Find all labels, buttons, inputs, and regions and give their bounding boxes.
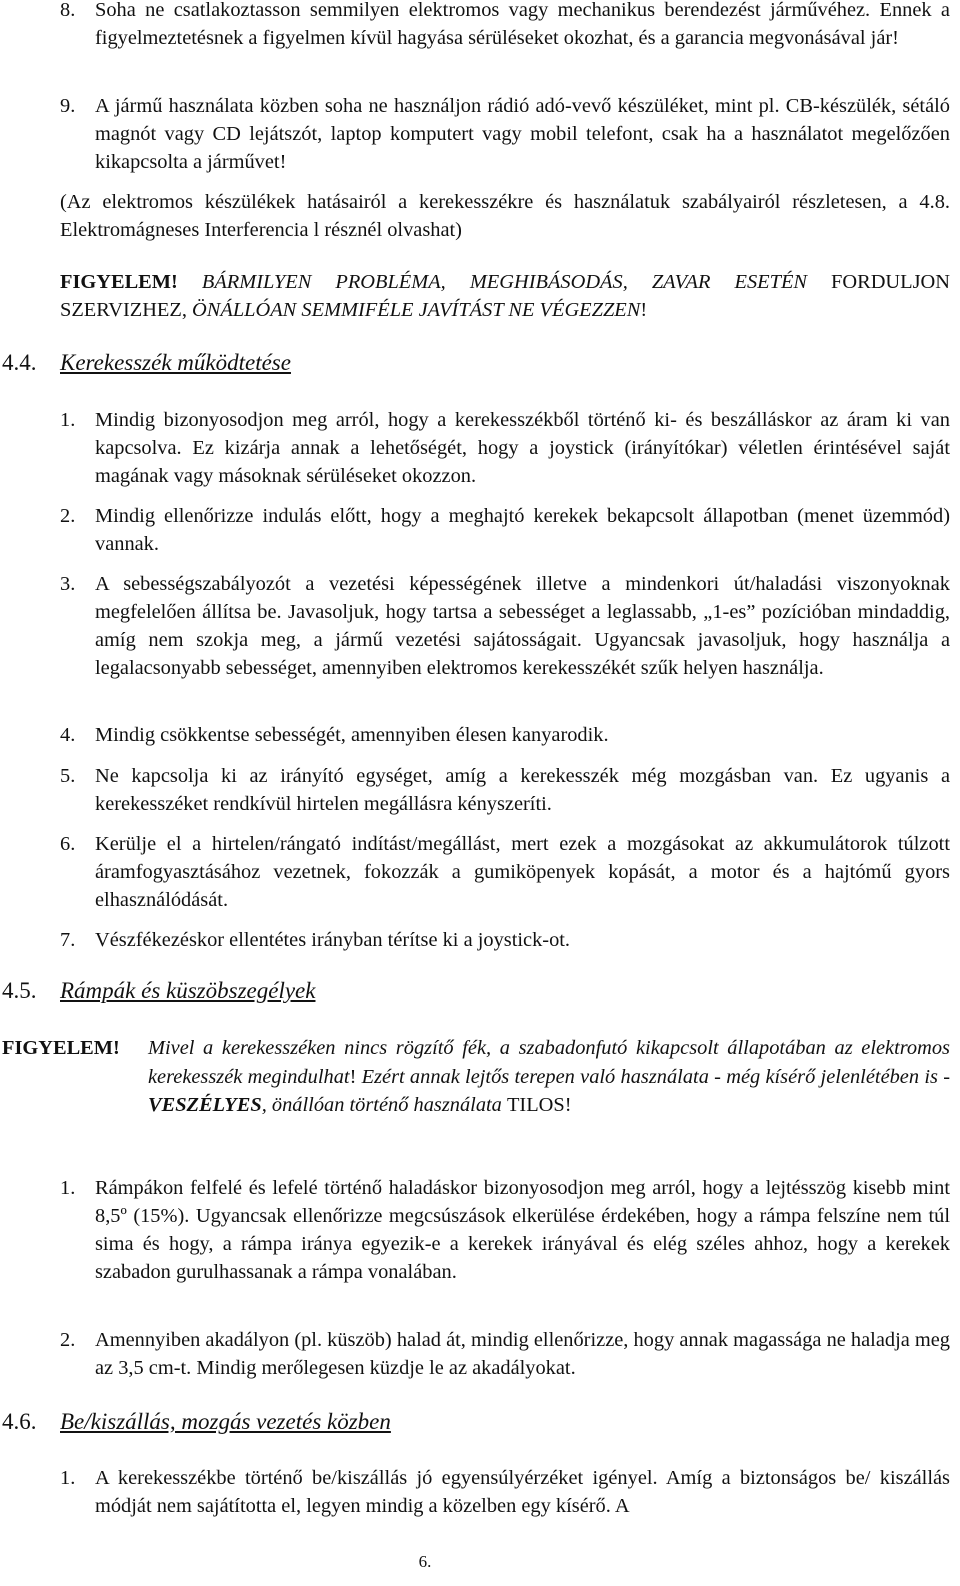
warning-text-part: ! xyxy=(349,1065,362,1088)
list-item xyxy=(60,1174,950,1286)
section-heading xyxy=(2,348,291,378)
list-item-text: Vészfékezéskor ellentétes irányban térítse ki a joystick-ot. xyxy=(95,929,571,951)
list-item-text: Mindig csökkentse sebességét, amennyiben élesen kanyarodik. xyxy=(95,724,609,746)
warning-text: BÁRMILYEN PROBLÉMA, MEGHIBÁSODÁS, ZAVAR ESETÉN xyxy=(177,271,832,293)
warning-text-part: , önállóan történő használata xyxy=(261,1094,507,1116)
warning-text-part: ! xyxy=(564,1094,572,1116)
warning-emphasis: VESZÉLYES xyxy=(148,1094,262,1116)
warning-paragraph xyxy=(60,268,950,324)
list-item xyxy=(60,0,950,52)
list-item-number: 2. xyxy=(60,505,76,527)
list-item-number: 6. xyxy=(60,833,76,855)
list-item xyxy=(60,502,950,558)
list-item-text: A jármű használata közben soha ne használjon rádió adó-vevő készüléket, mint pl. CB-készülék, sétáló magnót vagy CD lejátszót, laptop komputert vagy mobil telefont, csak ha a használatot megelőzően kikapcsolta a járművet! xyxy=(95,95,950,173)
list-item-number: 7. xyxy=(60,929,76,951)
section-title: Kerekesszék működtetése xyxy=(60,350,291,375)
list-item-number: 4. xyxy=(60,724,76,746)
warning-text: ÖNÁLLÓAN SEMMIFÉLE JAVÍTÁST NE VÉGEZZEN xyxy=(192,299,641,321)
list-item-text: Soha ne csatlakoztasson semmilyen elektromos vagy mechanikus berendezést járművéhez. Ennek a figyelmeztetésnek a figyelmen kívül hagyása sérüléseket okozhat, és a garancia megvonásával jár! xyxy=(95,0,950,49)
list-item xyxy=(60,92,950,176)
list-item xyxy=(60,721,950,749)
warning-label: FIGYELEM! xyxy=(2,1037,120,1059)
section-heading xyxy=(2,1407,391,1437)
warning-text-part: Ezért annak lejtős terepen való használata - még kísérő jelenlétében is - xyxy=(361,1065,950,1088)
section-number: 4.6. xyxy=(2,1409,37,1434)
list-item-number: 5. xyxy=(60,765,76,787)
warning-text: FORDULJON SZERVIZHEZ, xyxy=(60,271,950,321)
list-item-text: A kerekesszékbe történő be/kiszállás jó egyensúlyérzéket igényel. Amíg a biztonságos be/ kiszállás módját nem sajátította el, legyen mindig a közelben egy kísérő. A xyxy=(95,1467,950,1517)
list-item-text: Amennyiben akadályon (pl. küszöb) halad át, mindig ellenőrizze, hogy annak magassága ne haladja meg az 3,5 cm-t. Mindig merőlegesen küzdje le az akadályokat. xyxy=(95,1329,950,1379)
list-item xyxy=(60,830,950,914)
warning-emphasis: TILOS xyxy=(506,1094,565,1116)
list-item-number: 2. xyxy=(60,1329,76,1351)
section-heading xyxy=(2,976,316,1006)
list-item-number: 9. xyxy=(60,95,76,117)
list-item-text: Mindig bizonyosodjon meg arról, hogy a kerekesszékből történő ki- és beszálláskor az áram ki van kapcsolva. Ez kizárja annak a lehetőségét, hogy a joystick (irányítókar) véletlen érintésével saját magának vagy másoknak sérüléseket okozzon. xyxy=(95,409,950,487)
page-number: 6. xyxy=(418,1552,432,1571)
list-item xyxy=(60,762,950,818)
section-number: 4.5. xyxy=(2,978,37,1003)
warning-label: FIGYELEM! xyxy=(60,271,178,293)
list-item-text: Mindig ellenőrizze indulás előtt, hogy a meghajtó kerekek bekapcsolt állapotban (menet üzemmód) vannak. xyxy=(95,505,950,555)
warning-text xyxy=(148,1034,950,1120)
list-item-number: 1. xyxy=(60,1467,76,1489)
list-item-number: 1. xyxy=(60,409,76,431)
list-item xyxy=(60,406,950,490)
list-item-text: Rámpákon felfelé és lefelé történő haladáskor bizonyosodjon meg arról, hogy a lejtésszög kisebb mint 8,5º (15%). Ugyancsak ellenőrizze megcsúszások elkerülése érdekében, hogy a rámpa felszíne nem túl sima és hogy, a rámpa iránya egyezik-e a kerekek irányával és elég széles ahhoz, hogy a kerekek szabadon gurulhassanak a rámpa vonalában. xyxy=(95,1177,950,1283)
list-item-text: A sebességszabályozót a vezetési képességének illetve a mindenkori út/haladási viszonyoknak megfelelően állítsa be. Javasoljuk, hogy tartsa a sebességet a leglassabb, „1-es” pozícióban mindaddig, amíg nem szokja meg, a jármű vezetési sajátosságait. Ugyancsak javasoljuk, hogy használja a legalacsonyabb sebességet, amennyiben elektromos kerekesszékét szűk helyen használja. xyxy=(95,573,950,679)
list-item-number: 1. xyxy=(60,1177,76,1199)
list-item xyxy=(60,1464,950,1520)
list-item-text: Kerülje el a hirtelen/rángató indítást/megállást, mert ezek a mozgásokat az akkumulátorok túlzott áramfogyasztásához vezetnek, fokozzák a gumiköpenyek kopását, a motor és a hajtómű gyors elhasználódását. xyxy=(95,833,950,911)
list-item xyxy=(60,926,950,954)
list-item-number: 3. xyxy=(60,573,76,595)
section-title: Rámpák és küszöbszegélyek xyxy=(60,978,316,1003)
warning-text: ! xyxy=(640,299,648,321)
list-item-text: Ne kapcsolja ki az irányító egységet, amíg a kerekesszék még mozgásban van. Ez ugyanis a kerekesszéket rendkívül hirtelen megállásra kényszeríti. xyxy=(95,765,950,815)
note-paragraph: (Az elektromos készülékek hatásairól a kerekesszékre és használatuk szabályairól részletesen, a 4.8. Elektromágneses Interferencia l résznél olvashat) xyxy=(60,191,950,241)
warning-block xyxy=(2,1034,950,1120)
list-item xyxy=(60,570,950,682)
list-item-number: 8. xyxy=(60,0,76,21)
section-title: Be/kiszállás, mozgás vezetés közben xyxy=(60,1409,391,1434)
warning-text-part: Mivel a kerekesszéken nincs rögzítő fék, a szabadonfutó kikapcsolt állapotában az elektromos kerekesszék megindulhat xyxy=(148,1037,950,1088)
section-number: 4.4. xyxy=(2,350,37,375)
list-item xyxy=(60,1326,950,1382)
